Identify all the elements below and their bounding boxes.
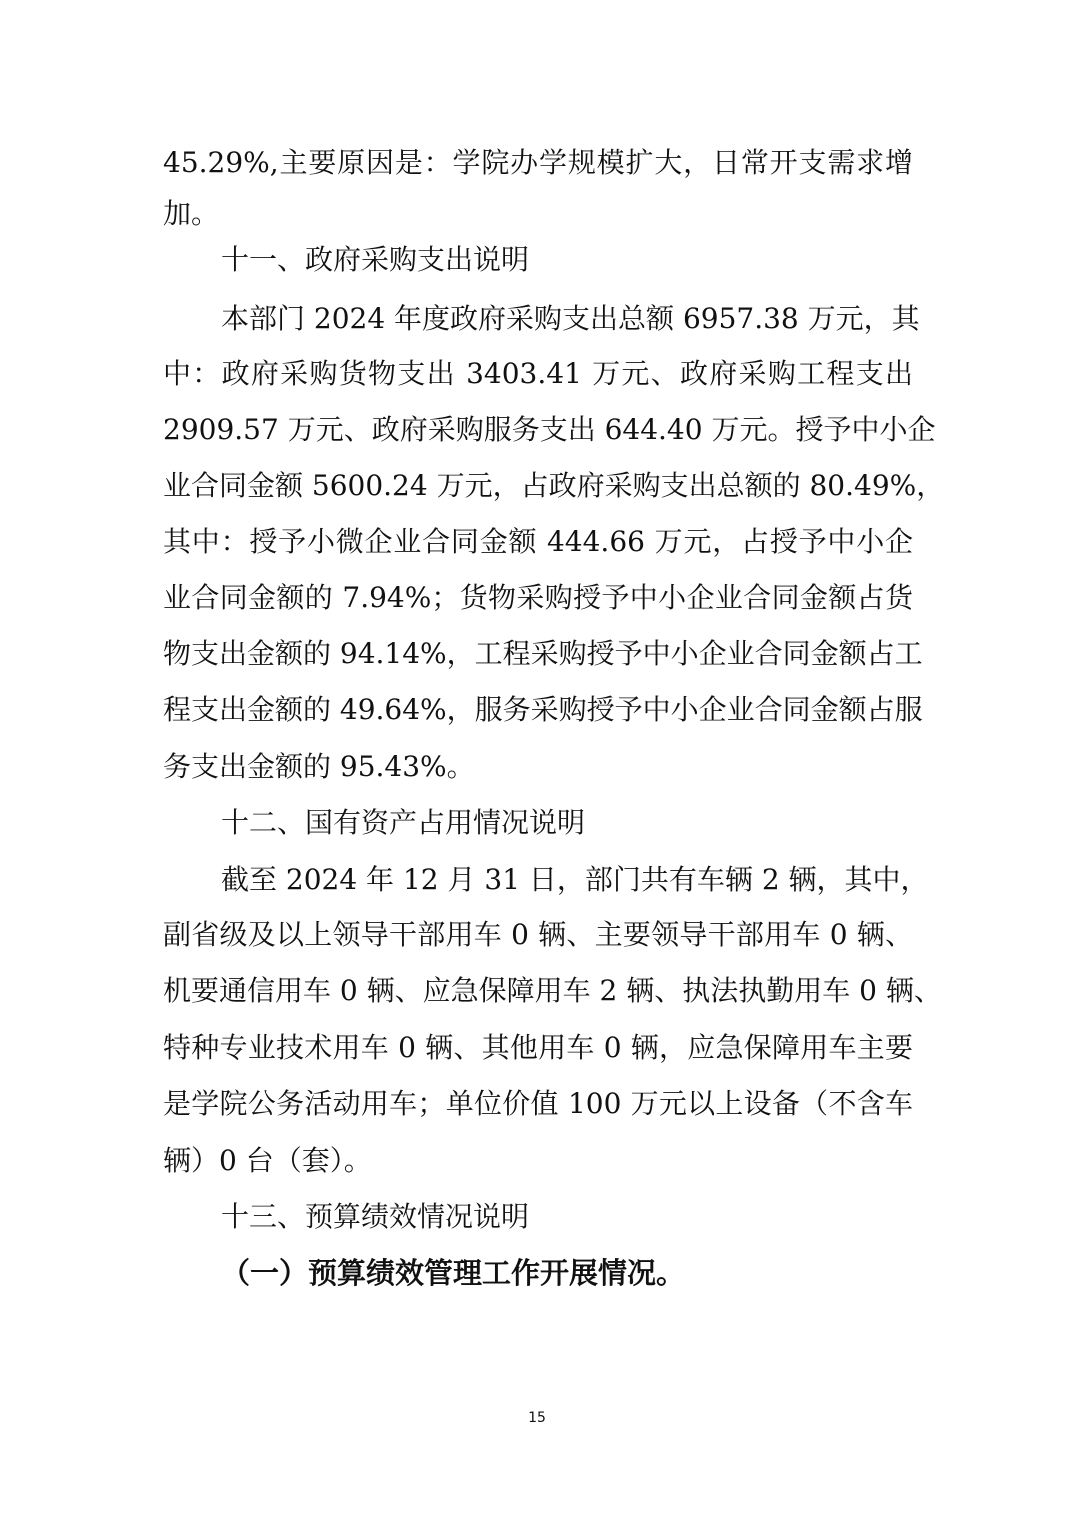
- paragraph-line: 其中：授予小微企业合同金额 444.66 万元，占授予中小企: [163, 525, 913, 558]
- paragraph-line: 程支出金额的 49.64%，服务采购授予中小企业合同金额占服: [163, 693, 923, 726]
- paragraph-line: 截至 2024 年 12 月 31 日，部门共有车辆 2 辆，其中，: [221, 863, 929, 896]
- paragraph-line: 45.29%,主要原因是：学院办学规模扩大，日常开支需求增: [163, 146, 913, 179]
- section-heading-12: 十二、国有资产占用情况说明: [221, 806, 586, 839]
- subsection-heading: （一）预算绩效管理工作开展情况。: [221, 1256, 686, 1290]
- paragraph-line: 机要通信用车 0 辆、应急保障用车 2 辆、执法执勤用车 0 辆、: [163, 974, 942, 1007]
- paragraph-line: 业合同金额的 7.94%；货物采购授予中小企业合同金额占货: [163, 581, 913, 614]
- paragraph-line: 辆）0 台（套）。: [163, 1144, 372, 1177]
- paragraph-line: 中：政府采购货物支出 3403.41 万元、政府采购工程支出: [163, 357, 913, 390]
- paragraph-line: 务支出金额的 95.43%。: [163, 750, 475, 783]
- page-number: 15: [528, 1410, 546, 1426]
- paragraph-line: 副省级及以上领导干部用车 0 辆、主要领导干部用车 0 辆、: [163, 918, 913, 951]
- paragraph-line: 加。: [163, 197, 220, 230]
- paragraph-line: 本部门 2024 年度政府采购支出总额 6957.38 万元，其: [221, 302, 920, 335]
- paragraph-line: 业合同金额 5600.24 万元，占政府采购支出总额的 80.49%，: [163, 469, 945, 502]
- section-heading-13: 十三、预算绩效情况说明: [221, 1200, 530, 1233]
- paragraph-line: 是学院公务活动用车；单位价值 100 万元以上设备（不含车: [163, 1087, 913, 1120]
- section-heading-11: 十一、政府采购支出说明: [221, 243, 530, 276]
- paragraph-line: 物支出金额的 94.14%，工程采购授予中小企业合同金额占工: [163, 637, 923, 670]
- paragraph-line: 特种专业技术用车 0 辆、其他用车 0 辆，应急保障用车主要: [163, 1031, 913, 1064]
- paragraph-line: 2909.57 万元、政府采购服务支出 644.40 万元。授予中小企: [163, 413, 936, 446]
